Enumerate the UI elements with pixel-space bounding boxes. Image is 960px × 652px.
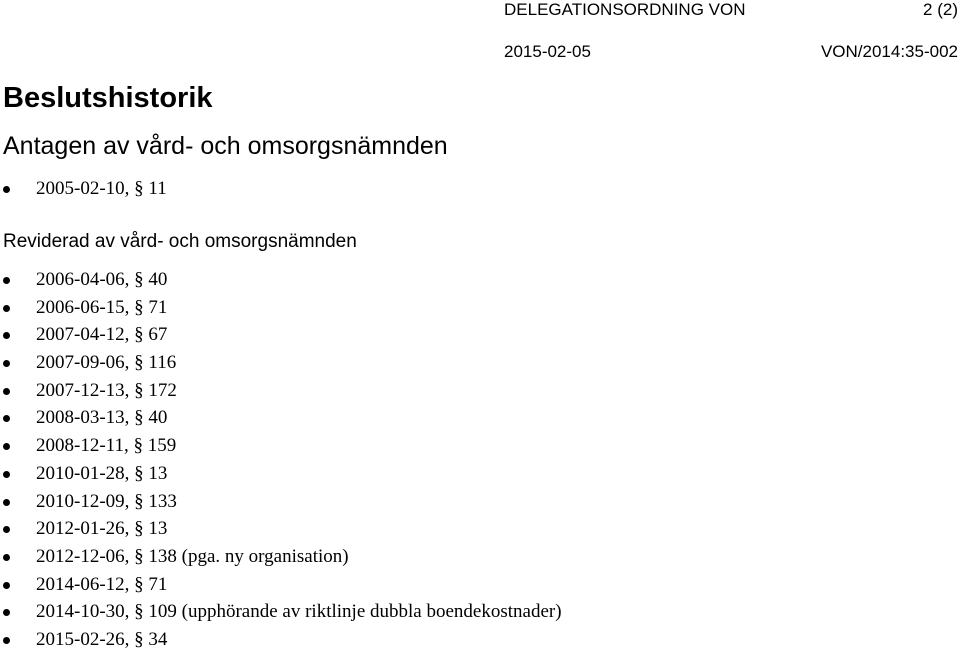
list-item: [0, 321, 562, 349]
list-item: [0, 377, 562, 405]
bullet-icon: [3, 499, 10, 506]
list-item-text: 2005-02-10, § 11: [36, 178, 167, 199]
list-item: [0, 266, 562, 294]
revised-list: [0, 266, 562, 652]
adopted-list: [0, 175, 167, 203]
list-item: [0, 432, 562, 460]
list-item-text: 2007-12-13, § 172: [36, 379, 177, 401]
bullet-icon: [3, 186, 10, 193]
list-item-text: 2006-04-06, § 40: [36, 269, 168, 290]
bullet-icon: [3, 305, 10, 312]
bullet-icon: [3, 526, 10, 533]
list-item-text: 2015-02-26, § 34: [36, 628, 168, 650]
document-title: DELEGATIONSORDNING VON: [504, 0, 746, 19]
list-item-text: 2012-01-26, § 13: [36, 518, 168, 540]
list-item: [0, 175, 167, 203]
list-item-text: 2007-04-12, § 67: [36, 324, 168, 346]
list-item-text: 2010-01-28, § 13: [36, 462, 168, 484]
list-item-text: 2014-10-30, § 109 (upphörande av riktlinje dubbla boendekostnader): [36, 601, 562, 623]
bullet-icon: [3, 388, 10, 395]
bullet-icon: [3, 443, 10, 450]
bullet-icon: [3, 360, 10, 367]
bullet-icon: [3, 277, 10, 284]
list-item: [0, 294, 562, 322]
revised-heading: Reviderad av vård- och omsorgsnämnden: [3, 231, 357, 252]
list-item: [0, 515, 562, 543]
list-item-text: 2006-06-15, § 71: [36, 296, 168, 318]
bullet-icon: [3, 637, 10, 644]
bullet-icon: [3, 554, 10, 561]
page-number: 2 (2): [923, 0, 958, 19]
list-item-text: 2008-12-11, § 159: [36, 435, 177, 457]
list-item: [0, 598, 562, 626]
list-item-text: 2008-03-13, § 40: [36, 407, 168, 429]
list-item: [0, 349, 562, 377]
list-item: [0, 404, 562, 432]
list-item-text: 2010-12-09, § 133: [36, 490, 177, 512]
list-item-text: 2007-09-06, § 116: [36, 352, 177, 374]
bullet-icon: [3, 471, 10, 478]
list-item-text: 2014-06-12, § 71: [36, 573, 168, 595]
document-reference: VON/2014:35-002: [820, 42, 958, 61]
list-item: [0, 543, 562, 571]
bullet-icon: [3, 582, 10, 589]
list-item: [0, 460, 562, 488]
document-date: 2015-02-05: [504, 42, 591, 61]
bullet-icon: [3, 332, 10, 339]
list-item-text: 2012-12-06, § 138 (pga. ny organisation): [36, 545, 349, 567]
list-item: [0, 626, 562, 652]
section-title: Beslutshistorik: [3, 82, 213, 114]
bullet-icon: [3, 415, 10, 422]
list-item: [0, 488, 562, 516]
list-item: [0, 571, 562, 599]
bullet-icon: [3, 609, 10, 616]
adopted-heading: Antagen av vård- och omsorgsnämnden: [3, 132, 448, 160]
